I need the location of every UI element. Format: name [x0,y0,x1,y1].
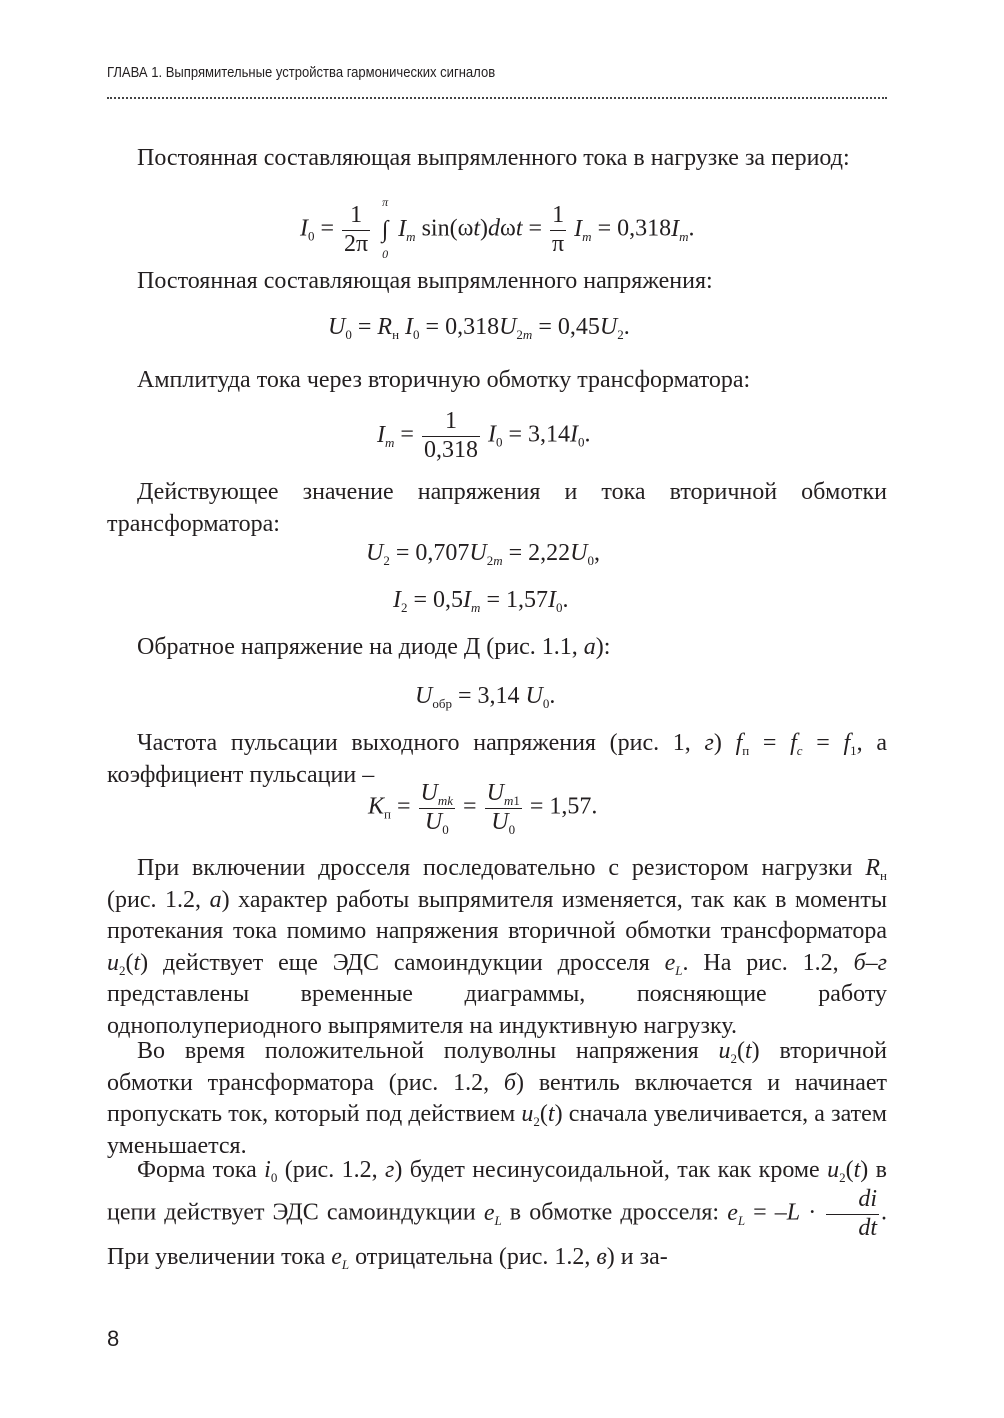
paragraph-5: Обратное напряжение на диоде Д (рис. 1.1, а): [137,634,611,660]
paragraph-1: Постоянная составляющая выпрямленного тока в нагрузке за период: [137,145,850,171]
paragraph-4: Действующее значение напряжения и тока вторичной обмотки трансформатора: [107,479,887,537]
paragraph-8: Во время положительной полуволны напряжения $u_2(t)$ вторичной обмотки трансформатора (рис. 1.2, б) вентиль включается и начинает пропускать ток, который под действием $u_2(t)$ сначала увеличивается, а затем уменьшается. [107,1038,887,1159]
page-number: 8 [107,1326,120,1351]
equation-uobr: $U_{обр} = 3,14$ $U_0$. [415,683,556,711]
equation-i0: $I_0$ = $\frac{1}{2\pi}$ π ∫ 0 $I_m$ sin(ωt)dωt = $\frac{1}{\pi}$ $I_m = 0,318I_m$. [300,194,695,261]
paragraph-6: Частота пульсации выходного напряжения (рис. 1, г) $f_п = f_c = f_1$, а коэффициент пульсации – [107,730,887,788]
fraction-di-dt: $\frac{di}{dt}$ [826,1186,879,1242]
integral-sign: π ∫ 0 [381,194,389,261]
equation-u2: $U_2 = 0,707U_{2m} = 2,22U_0$, [366,540,601,568]
eq1-result: = 0,318 [597,215,672,242]
fraction-um1-u0: $\frac{U_{m1}}{U_0}$ [486,780,520,837]
fraction-1-pi: $\frac{1}{\pi}$ [552,202,565,257]
equation-u0: $U_0 = R_н$ $I_0 = 0,318U_{2m} = 0,45U_2$. [328,314,630,342]
paragraph-9: Форма тока $i_0$ (рис. 1.2, г) будет несинусоидальной, так как кроме $u_2(t)$ в цепи действует ЭДС самоиндукции $e_L$ в обмотке дросселя: $e_L = -L$ · $\frac{di}{dt}$ . При увеличении тока $e_L$ отрицательна (рис. 1.2, в) и за- [107,1157,887,1273]
fraction-1-2pi: $\frac{1}{2\pi}$ [344,202,369,257]
paragraph-3: Амплитуда тока через вторичную обмотку трансформатора: [137,367,751,393]
fraction-umk-u0: $\frac{U_{mk}}{U_0}$ [420,780,454,837]
equation-i2: $I_2 = 0,5I_m = 1,57I_0$. [393,587,569,615]
header-dotted-rule [107,97,887,99]
equation-im: $I_m$ = $\frac{1}{0,318}$ $I_0 = 3,14I_0$. [377,408,591,463]
paragraph-2: Постоянная составляющая выпрямленного напряжения: [137,268,713,294]
equation-kp: $K_п$ = $\frac{U_{mk}}{U_0}$ = $\frac{U_{m1}}{U_0}$ = 1,57. [368,780,598,837]
fraction-1-0318: $\frac{1}{0,318}$ [423,408,478,463]
paragraph-7: При включении дросселя последовательно с резистором нагрузки $R_н$ (рис. 1.2, а) характер работы выпрямителя изменяется, так как в моменты протекания тока помимо напряжения вторичной обмотки трансформатора $u_2(t)$ действует еще ЭДС самоиндукции дросселя $e_L$. На рис. 1.2, б–г представлены временные диаграммы, поясняющие работу однополупериодного выпрямителя на индуктивную нагрузку. [107,855,888,1039]
running-header: ГЛАВА 1. Выпрямительные устройства гармонических сигналов [107,65,496,81]
